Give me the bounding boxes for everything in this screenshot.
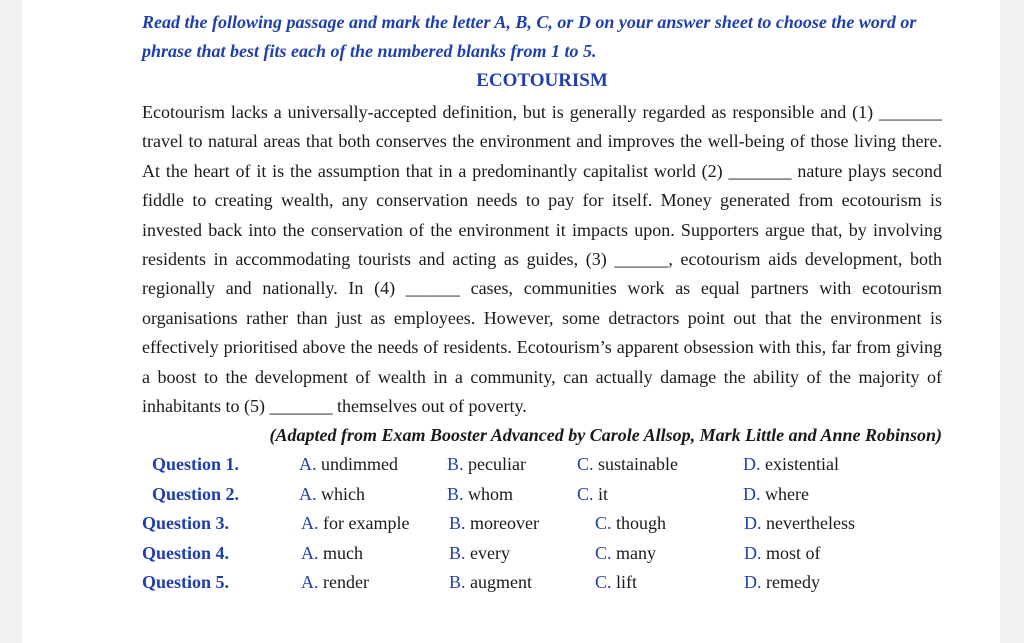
option-letter: C. xyxy=(595,542,612,563)
option-text: peculiar xyxy=(463,454,526,475)
option-a[interactable] xyxy=(301,539,363,569)
option-text: existential xyxy=(760,454,839,475)
option-d[interactable] xyxy=(743,450,839,480)
question-label: Question 5. xyxy=(142,572,230,593)
option-letter: A. xyxy=(301,542,319,563)
option-text: undimmed xyxy=(316,454,398,475)
option-d[interactable] xyxy=(743,480,809,510)
option-text: for example xyxy=(318,513,410,534)
option-text: whom xyxy=(463,483,514,504)
option-letter: D. xyxy=(743,483,761,504)
option-text: most of xyxy=(761,542,821,563)
question-label: Question 2. xyxy=(152,483,240,504)
blank-1: _______ xyxy=(879,102,942,122)
option-text: moreover xyxy=(465,513,539,534)
option-letter: C. xyxy=(595,513,612,534)
option-a[interactable] xyxy=(301,509,409,539)
blank-5: _______ xyxy=(269,396,333,417)
option-letter: A. xyxy=(299,483,317,504)
option-d[interactable] xyxy=(744,539,821,569)
option-letter: D. xyxy=(743,454,761,475)
option-letter: A. xyxy=(301,513,319,534)
option-letter: B. xyxy=(447,483,464,504)
option-text: lift xyxy=(611,572,638,593)
option-text: nevertheless xyxy=(761,513,855,534)
blank-2: _______ xyxy=(728,160,792,181)
option-text: sustainable xyxy=(593,454,678,475)
option-text: much xyxy=(318,542,363,563)
option-d[interactable] xyxy=(744,509,855,539)
blank-3: ______ xyxy=(614,249,669,270)
passage-part-1: Ecotourism lacks a universally-accepted definition, but is generally regarded as responsible and (1) xyxy=(142,102,874,122)
question-label: Question 3. xyxy=(142,513,230,534)
blank-4: ______ xyxy=(405,278,460,299)
option-letter: A. xyxy=(299,454,317,475)
passage-part-5: cases, communities work as equal partners with ecotourism organisations rather than just as employees. However, some detractors point out that the environment is effectively prioritised above the needs of residents. Ecotourism’s apparent obsession with this, far from giving a boost to the development of wealth in a community, can actually damage the ability of the majority of inhabitants to (5) xyxy=(142,278,942,417)
option-text: every xyxy=(465,542,510,563)
option-letter: A. xyxy=(301,572,319,593)
document-content xyxy=(142,8,942,598)
option-c[interactable] xyxy=(577,450,678,480)
option-c[interactable] xyxy=(595,509,666,539)
option-b[interactable] xyxy=(449,509,539,539)
passage-part-2: travel to natural areas that both conserves the environment and improves the well-being of those living there. At the heart of it is the assumption that in a predominantly capitalist world (2) xyxy=(142,131,942,181)
passage-part-3: nature plays second fiddle to creating wealth, any conservation needs to pay for itself. Money generated from ecotourism is invested back into the conservation of the environment it impacts upon. Supporters argue that, by involving residents in accommodating tourists and acting as guides, (3) xyxy=(142,160,942,270)
option-letter: B. xyxy=(449,513,466,534)
option-c[interactable] xyxy=(595,539,656,569)
question-row xyxy=(142,539,942,569)
question-row xyxy=(142,450,942,480)
option-letter: B. xyxy=(449,572,466,593)
question-label: Question 4. xyxy=(142,542,230,563)
option-text: though xyxy=(611,513,667,534)
option-b[interactable] xyxy=(447,480,513,510)
option-letter: C. xyxy=(577,454,594,475)
option-b[interactable] xyxy=(449,539,510,569)
option-text: it xyxy=(593,483,609,504)
document-page xyxy=(22,0,1000,643)
passage-part-6: themselves out of poverty. xyxy=(332,396,527,417)
option-a[interactable] xyxy=(299,450,398,480)
option-a[interactable] xyxy=(299,480,365,510)
question-row xyxy=(142,568,942,598)
question-row xyxy=(142,509,942,539)
option-a[interactable] xyxy=(301,568,369,598)
option-text: many xyxy=(611,542,657,563)
passage-text xyxy=(142,98,942,421)
source-citation: (Adapted from Exam Booster Advanced by Carole Allsop, Mark Little and Anne Robinson) xyxy=(269,425,942,446)
question-row xyxy=(142,480,942,510)
option-letter: C. xyxy=(577,483,594,504)
option-d[interactable] xyxy=(744,568,820,598)
passage-part-4: , ecotourism aids development, both regionally and nationally. In (4) xyxy=(142,249,942,299)
option-letter: D. xyxy=(744,513,762,534)
passage-title: ECOTOURISM xyxy=(476,70,608,91)
option-text: which xyxy=(316,483,365,504)
option-letter: D. xyxy=(744,542,762,563)
option-text: render xyxy=(318,572,369,593)
option-b[interactable] xyxy=(447,450,526,480)
option-letter: D. xyxy=(744,572,762,593)
option-c[interactable] xyxy=(595,568,637,598)
option-b[interactable] xyxy=(449,568,532,598)
option-text: remedy xyxy=(761,572,820,593)
option-text: augment xyxy=(465,572,532,593)
option-letter: C. xyxy=(595,572,612,593)
option-letter: B. xyxy=(447,454,464,475)
option-c[interactable] xyxy=(577,480,608,510)
question-label: Question 1. xyxy=(152,454,240,475)
instruction-text: Read the following passage and mark the letter A, B, C, or D on your answer sheet to choose the word or phrase that best fits each of the numbered blanks from 1 to 5. xyxy=(142,12,917,61)
option-letter: B. xyxy=(449,542,466,563)
option-text: where xyxy=(760,483,809,504)
question-list xyxy=(142,450,942,598)
